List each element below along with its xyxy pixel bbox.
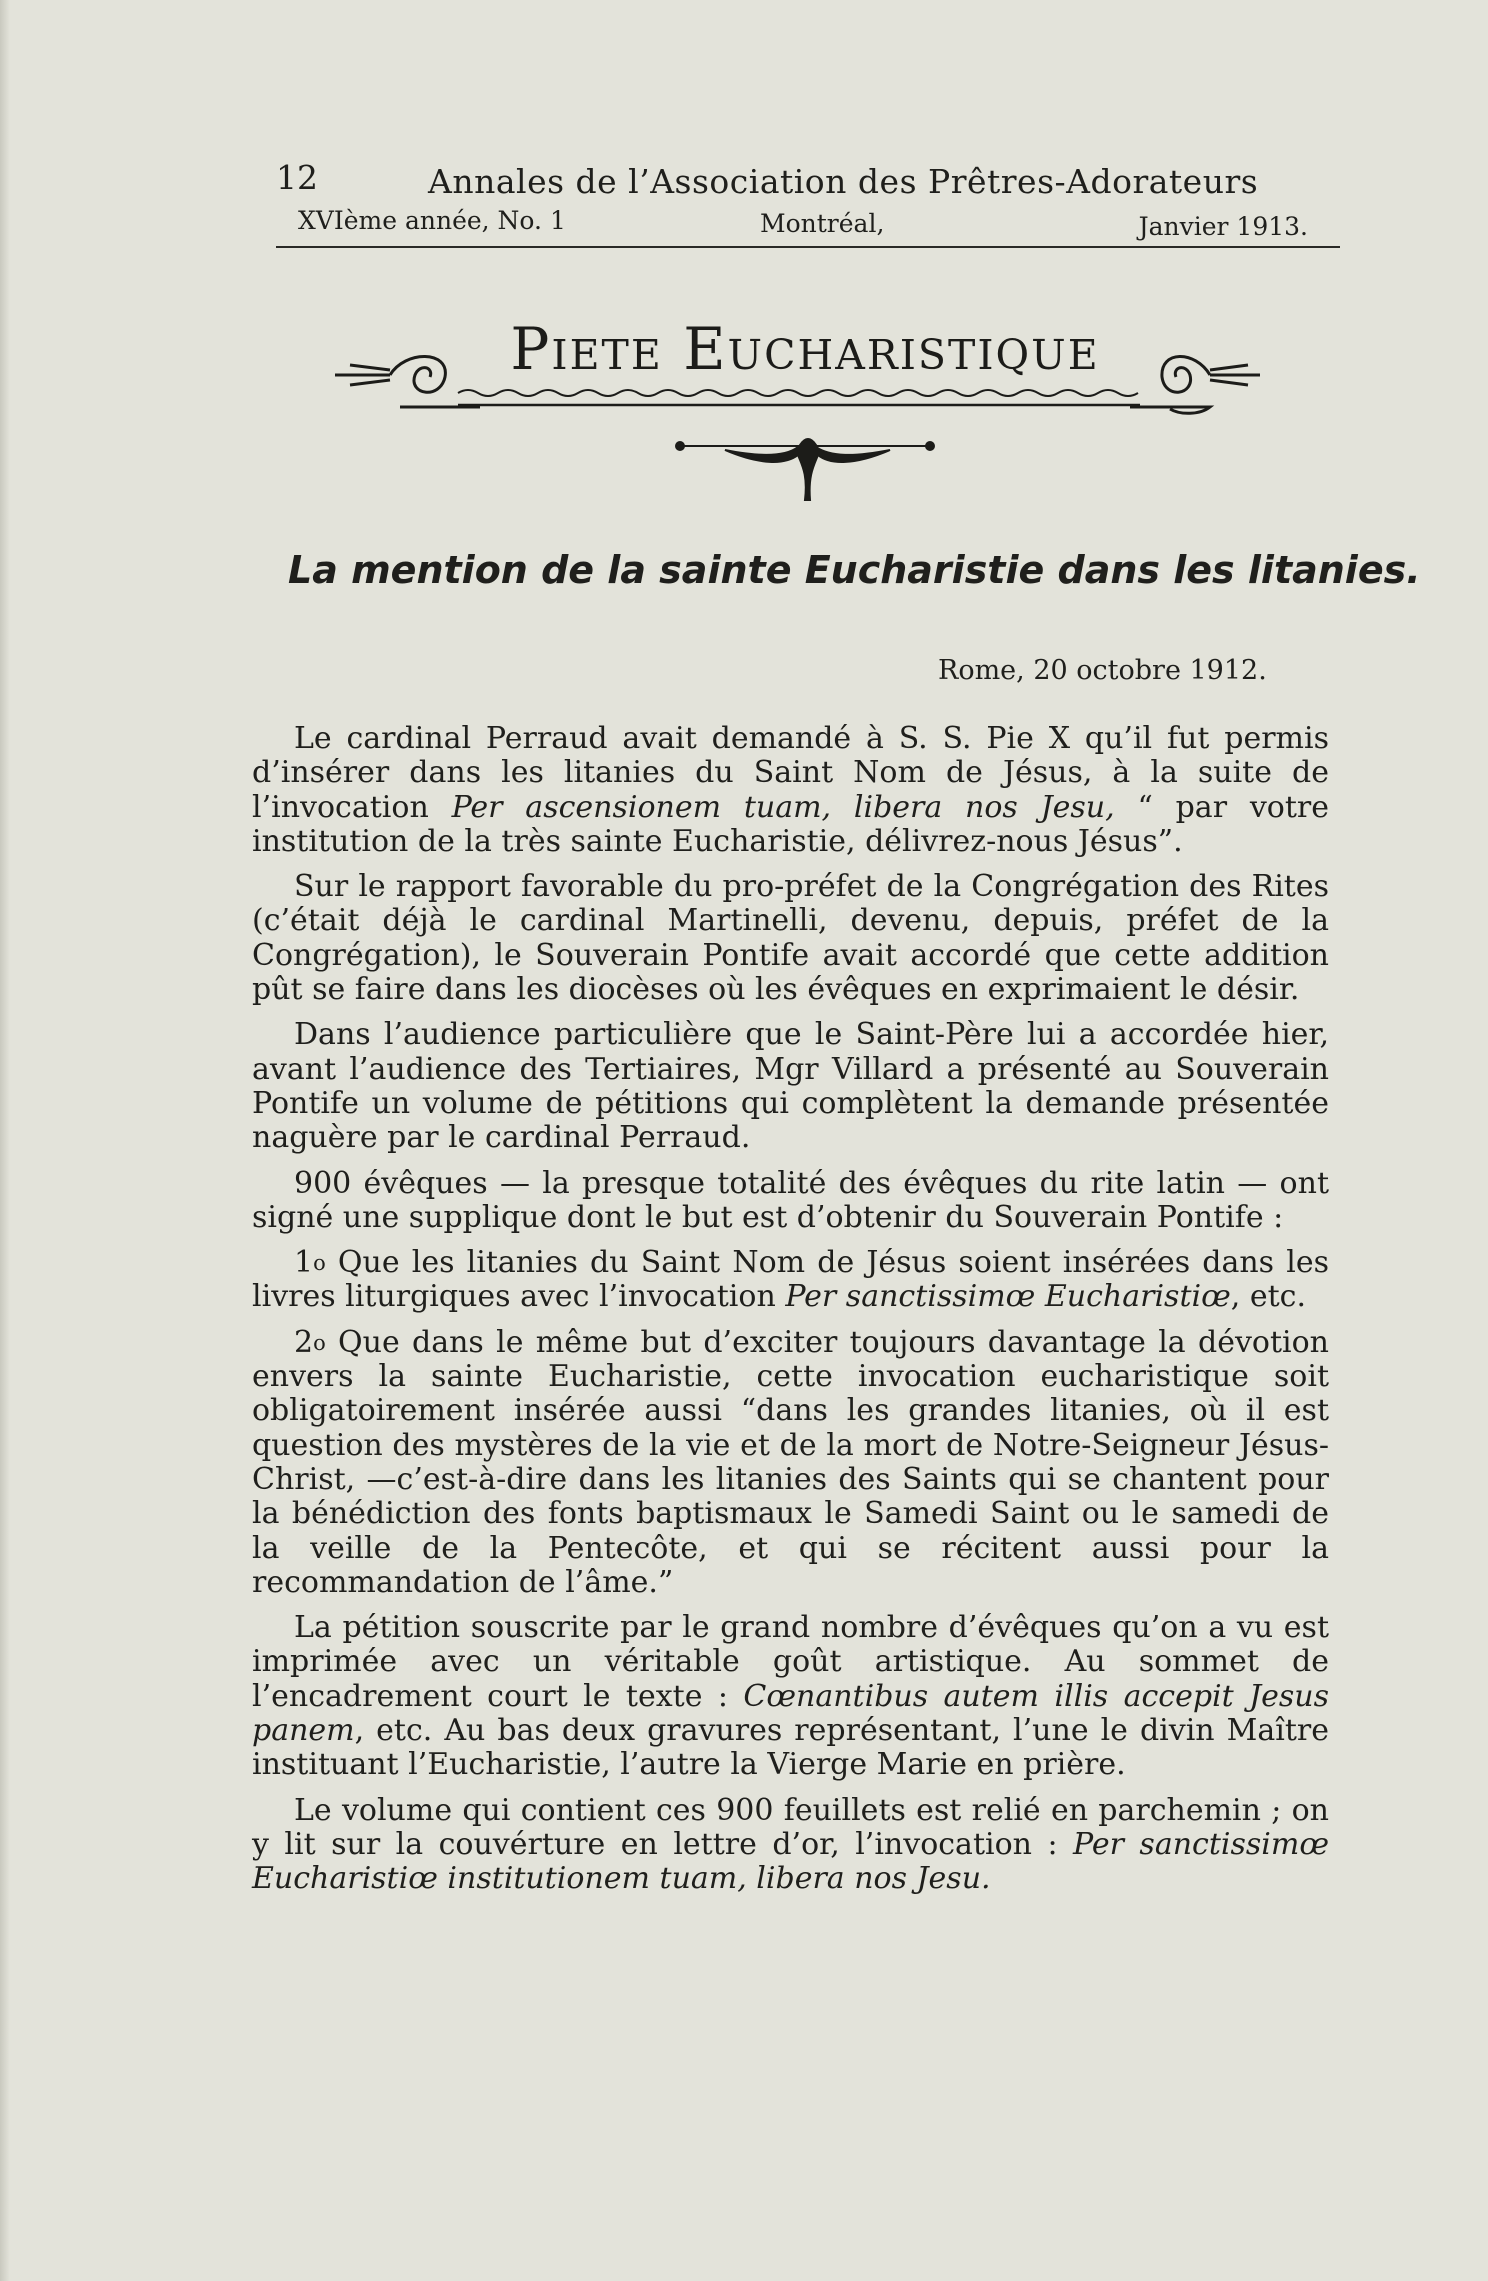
section-title: Piete Eucharistique (510, 315, 1100, 383)
latin-quotation: Cœnantibus autem illis accepit Jesus panem (252, 1678, 1329, 1749)
latin-invocation: Per ascensionem tuam, libera nos Jesu, (451, 789, 1115, 825)
latin-invocation: Per sanctissimœ Eucharistiœ (785, 1279, 1231, 1315)
scan-edge (0, 0, 10, 2281)
paragraph: Sur le rapport favorable du pro-préfet de la Congrégation des Rites (c’était déjà le cardinal Martinelli, devenu, depuis, préfet de la Congrégation), le Souverain Pontife avait accordé que cette addition pût se faire dans les diocèses où les évêques en exprimaient le désir. (252, 869, 1329, 1008)
running-header (276, 158, 1340, 240)
article-title: La mention de la sainte Eucharistie dans les litanies. (288, 548, 1421, 592)
paragraph: 2$^o$ Que dans le même but d’exciter toujours davantage la dévotion envers la sainte Eucharistie, cette invocation eucharistique soit obligatoirement insérée aussi “dans les grandes litanies, où il est question des mystères de la vie et de la mort de Notre-Seigneur Jésus-Christ, —c’est-à-dire dans les litanies des Saints qui se chantent pour la bénédiction des fonts baptismaux le Samedi Saint ou le samedi de la veille de la Pentecôte, et qui se récitent aussi pour la recommandation de l’âme.” (252, 1324, 1329, 1600)
city-label: Montréal, (760, 209, 885, 238)
latin-invocation: Per sanctissimœ Eucharistiœ institutionem tuam, libera nos Jesu. (252, 1826, 1329, 1897)
paragraph: Dans l’audience particulière que le Saint-Père lui a accordée hier, avant l’audience des Tertiaires, Mgr Villard a présenté au Souverain Pontife un volume de pétitions qui complètent la demande présentée naguère par le cardinal Perraud. (252, 1017, 1329, 1156)
issue-label: XVIème année, No. 1 (298, 206, 566, 235)
paragraph: 1$^o$ Que les litanies du Saint Nom de Jésus soient insérées dans les livres liturgiques avec l’invocation Per sanctissimœ Eucharistiœ, etc. (252, 1245, 1329, 1315)
paragraph: La pétition souscrite par le grand nombre d’évêques qu’on a vu est imprimée avec un véritable goût artistique. Au sommet de l’encadrement court le texte : Cœnantibus autem illis accepit Jesus panem, etc. Au bas deux gravures représentant, l’une le divin Maître instituant l’Eucharistie, l’autre la Vierge Marie en prière. (252, 1610, 1329, 1783)
page-number: 12 (276, 158, 318, 197)
paragraph: Le volume qui contient ces 900 feuillets est relié en parchemin ; on y lit sur la couvérture en lettre d’or, l’invocation : Per sanctissimœ Eucharistiœ institutionem tuam, libera nos Jesu. (252, 1792, 1329, 1897)
header-rule (276, 246, 1340, 248)
paragraph: Le cardinal Perraud avait demandé à S. S. Pie X qu’il fut permis d’insérer dans les litanies du Saint Nom de Jésus, à la suite de l’invocation Per ascensionem tuam, libera nos Jesu, “ par votre institution de la très sainte Eucharistie, délivrez-nous Jésus”. (252, 721, 1329, 859)
article-body (252, 722, 1329, 1908)
dateline: Rome, 20 octobre 1912. (938, 655, 1267, 686)
journal-title: Annales de l’Association des Prêtres-Adorateurs (428, 162, 1259, 201)
issue-date: Janvier 1913. (1138, 212, 1308, 241)
paragraph: 900 évêques — la presque totalité des évêques du rite latin — ont signé une supplique dont le but est d’obtenir du Souverain Pontife : (252, 1165, 1329, 1235)
